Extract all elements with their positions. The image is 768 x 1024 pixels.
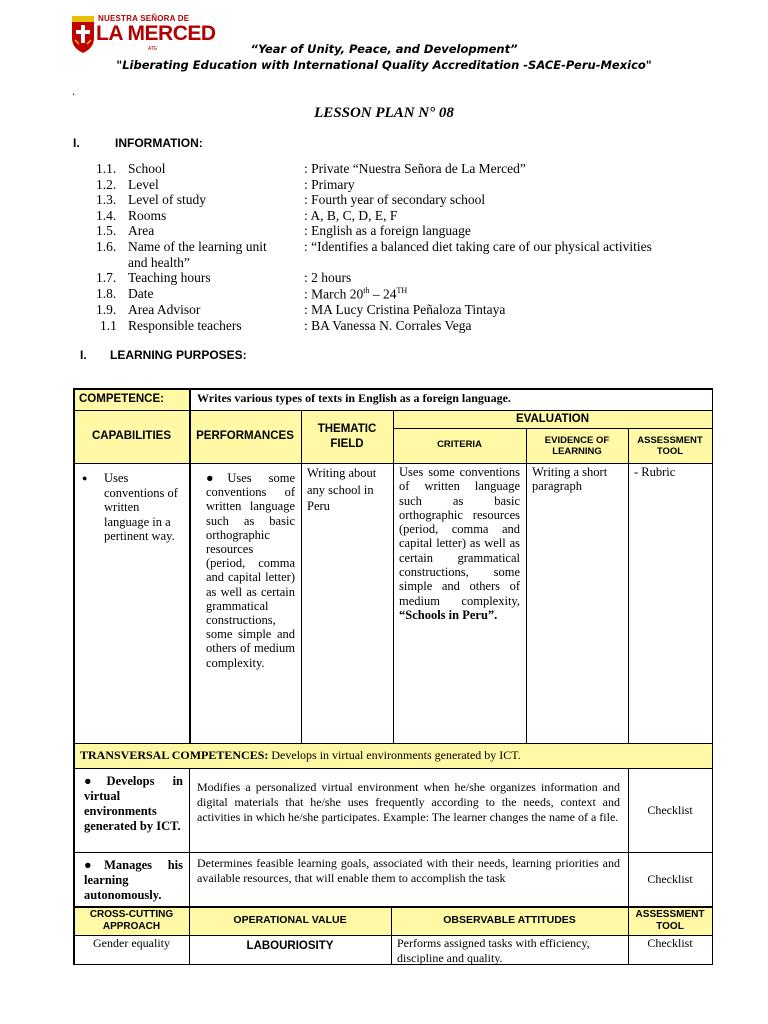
border-left	[73, 388, 75, 965]
col-capabilities: CAPABILITIES	[74, 410, 189, 463]
attitudes-value: Performs assigned tasks with efficiency, discipline and quality.	[397, 936, 590, 964]
info-num: 1.2.	[96, 177, 117, 192]
border-h	[73, 906, 713, 908]
info-value: : English as a foreign language	[304, 223, 471, 238]
col-criteria: CRITERIA	[393, 428, 526, 463]
col-cross-cutting: CROSS-CUTTING APPROACH	[74, 906, 189, 935]
criteria-bold: “Schools in Peru”.	[399, 607, 498, 622]
performances-cell: ●Uses some conventions of written language such as basic orthographic resources (period, comma and capital letter) as well as certain grammatical constructions, some simple and others of medium complexity.	[206, 471, 295, 670]
info-num: 1.6.	[96, 239, 117, 254]
border-v	[628, 906, 629, 964]
info-value: : BA Vanessa N. Corrales Vega	[304, 318, 472, 333]
competence-label: COMPETENCE:	[74, 388, 189, 410]
border-right	[712, 388, 714, 965]
logo-text-small: NUESTRA SEÑORA DE	[98, 14, 190, 23]
t2-description: Determines feasible learning goals, associated with their needs, learning priorities and available resources, that will enable them to accomplish the task	[197, 856, 620, 886]
info-label: Level of study	[128, 192, 206, 207]
border-h	[73, 852, 713, 853]
info-value: : Private “Nuestra Señora de La Merced”	[304, 161, 526, 176]
border-v	[189, 388, 191, 743]
t1-tool: Checklist	[647, 802, 693, 817]
info-num: 1.7.	[96, 270, 117, 285]
col-assessment-tool: ASSESSMENT TOOL	[628, 428, 712, 463]
border-v	[628, 768, 629, 906]
col-operational-value: OPERATIONAL VALUE	[189, 906, 391, 935]
info-label: School	[128, 161, 166, 176]
border-v	[628, 428, 629, 743]
info-num: 1.3.	[96, 192, 117, 207]
cross-value: Gender equality	[93, 936, 170, 950]
operational-value: LABOURIOSITY	[246, 940, 334, 952]
info-label: Level	[128, 177, 159, 192]
info-value-date	[304, 286, 407, 303]
evidence-cell: Writing a short paragraph	[532, 465, 608, 494]
section-info-heading: INFORMATION:	[115, 136, 203, 150]
info-label-continued: and health”	[128, 255, 190, 270]
transversal-text: Develops in virtual environments generated by ICT.	[268, 748, 521, 762]
col-evaluation: EVALUATION	[393, 410, 712, 428]
col-evidence: EVIDENCE OF LEARNING	[526, 428, 628, 463]
border-v	[189, 906, 190, 964]
date-sup-start: th	[363, 286, 370, 295]
assessment2-value: Checklist	[647, 936, 693, 950]
border-v	[393, 410, 394, 743]
logo-text-big: LA MERCED	[96, 22, 216, 45]
info-value: : 2 hours	[304, 270, 352, 285]
info-label: Date	[128, 286, 154, 301]
t2-capability: ●Manages his learning autonomously.	[84, 858, 183, 902]
t1-capability: ●Develops in virtual environments generated by ICT.	[84, 774, 183, 833]
assessment-tool-cell: - Rubric	[634, 465, 676, 479]
info-label: Responsible teachers	[128, 318, 242, 333]
info-num: 1.4.	[96, 208, 117, 223]
border-h	[73, 768, 713, 769]
col-assessment-tool-2: ASSESSMENT TOOL	[628, 906, 712, 935]
border-v	[189, 768, 190, 906]
info-label: Rooms	[128, 208, 167, 223]
logo-text-ate: ATE	[148, 46, 158, 52]
thematic-cell: Writing about any school in Peru	[307, 466, 377, 513]
date-sup-end: TH	[396, 286, 408, 295]
info-value: : Fourth year of secondary school	[304, 192, 486, 207]
section-purposes-heading: LEARNING PURPOSES:	[110, 348, 247, 362]
transversal-row	[74, 743, 712, 768]
info-num: 1.1.	[96, 161, 117, 176]
criteria-cell	[393, 463, 526, 743]
date-start: : March 20	[304, 286, 364, 302]
info-num: 1.9.	[96, 302, 117, 317]
info-label: Teaching hours	[128, 270, 211, 285]
info-value: : “Identifies a balanced diet taking care of our physical activities	[304, 239, 652, 254]
info-num: 1.8.	[96, 286, 117, 301]
border-v	[301, 410, 302, 743]
date-end: – 24	[369, 286, 397, 302]
info-label: Area Advisor	[128, 302, 201, 317]
info-value: : Primary	[304, 177, 355, 192]
border-h	[73, 743, 713, 744]
t1-description: Modifies a personalized virtual environment when he/she organizes information and digital materials that he/she uses frequently according to the needs, context and activities in which he/she participates. Example: The learner changes the name of a file.	[197, 780, 620, 825]
motto-education: "Liberating Education with International Quality Accreditation -SACE-Peru-Mexico"	[116, 58, 652, 72]
info-label: Name of the learning unit	[128, 239, 267, 254]
motto-year: “Year of Unity, Peace, and Development”	[250, 42, 518, 56]
col-performances: PERFORMANCES	[189, 410, 301, 463]
criteria-text: Uses some conventions of written language such as basic orthographic resources (period, comma and capital letter) as well as certain grammatical constructions, some simple and others of medium complexity,	[399, 465, 520, 608]
info-value: : MA Lucy Cristina Peñaloza Tintaya	[304, 302, 506, 317]
section-purposes-roman: I.	[80, 348, 87, 362]
info-value: : A, B, C, D, E, F	[304, 208, 398, 223]
info-label: Area	[128, 223, 155, 238]
transversal-label: TRANSVERSAL COMPETENCES:	[80, 748, 269, 762]
border-v	[526, 428, 527, 743]
section-info-roman: I.	[73, 136, 80, 150]
border-top	[73, 388, 713, 390]
info-num: 1.5.	[96, 223, 117, 238]
bullet-icon: ●	[82, 473, 88, 483]
info-num: 1.1	[100, 318, 117, 333]
border-h	[73, 935, 713, 936]
border-h	[393, 428, 712, 429]
col-thematic-field: THEMATIC FIELD	[301, 410, 393, 463]
col-observable-attitudes: OBSERVABLE ATTITUDES	[391, 906, 628, 935]
capabilities-text: Uses conventions of written language in a pertinent way.	[104, 471, 178, 544]
border-v	[391, 906, 392, 964]
border-bottom	[73, 964, 713, 965]
competence-text: Writes various types of texts in English as a foreign language.	[197, 391, 511, 405]
page-title: LESSON PLAN N° 08	[314, 105, 454, 121]
t2-tool: Checklist	[647, 871, 693, 886]
stray-dot: .	[72, 84, 75, 98]
capabilities-cell	[74, 463, 189, 743]
